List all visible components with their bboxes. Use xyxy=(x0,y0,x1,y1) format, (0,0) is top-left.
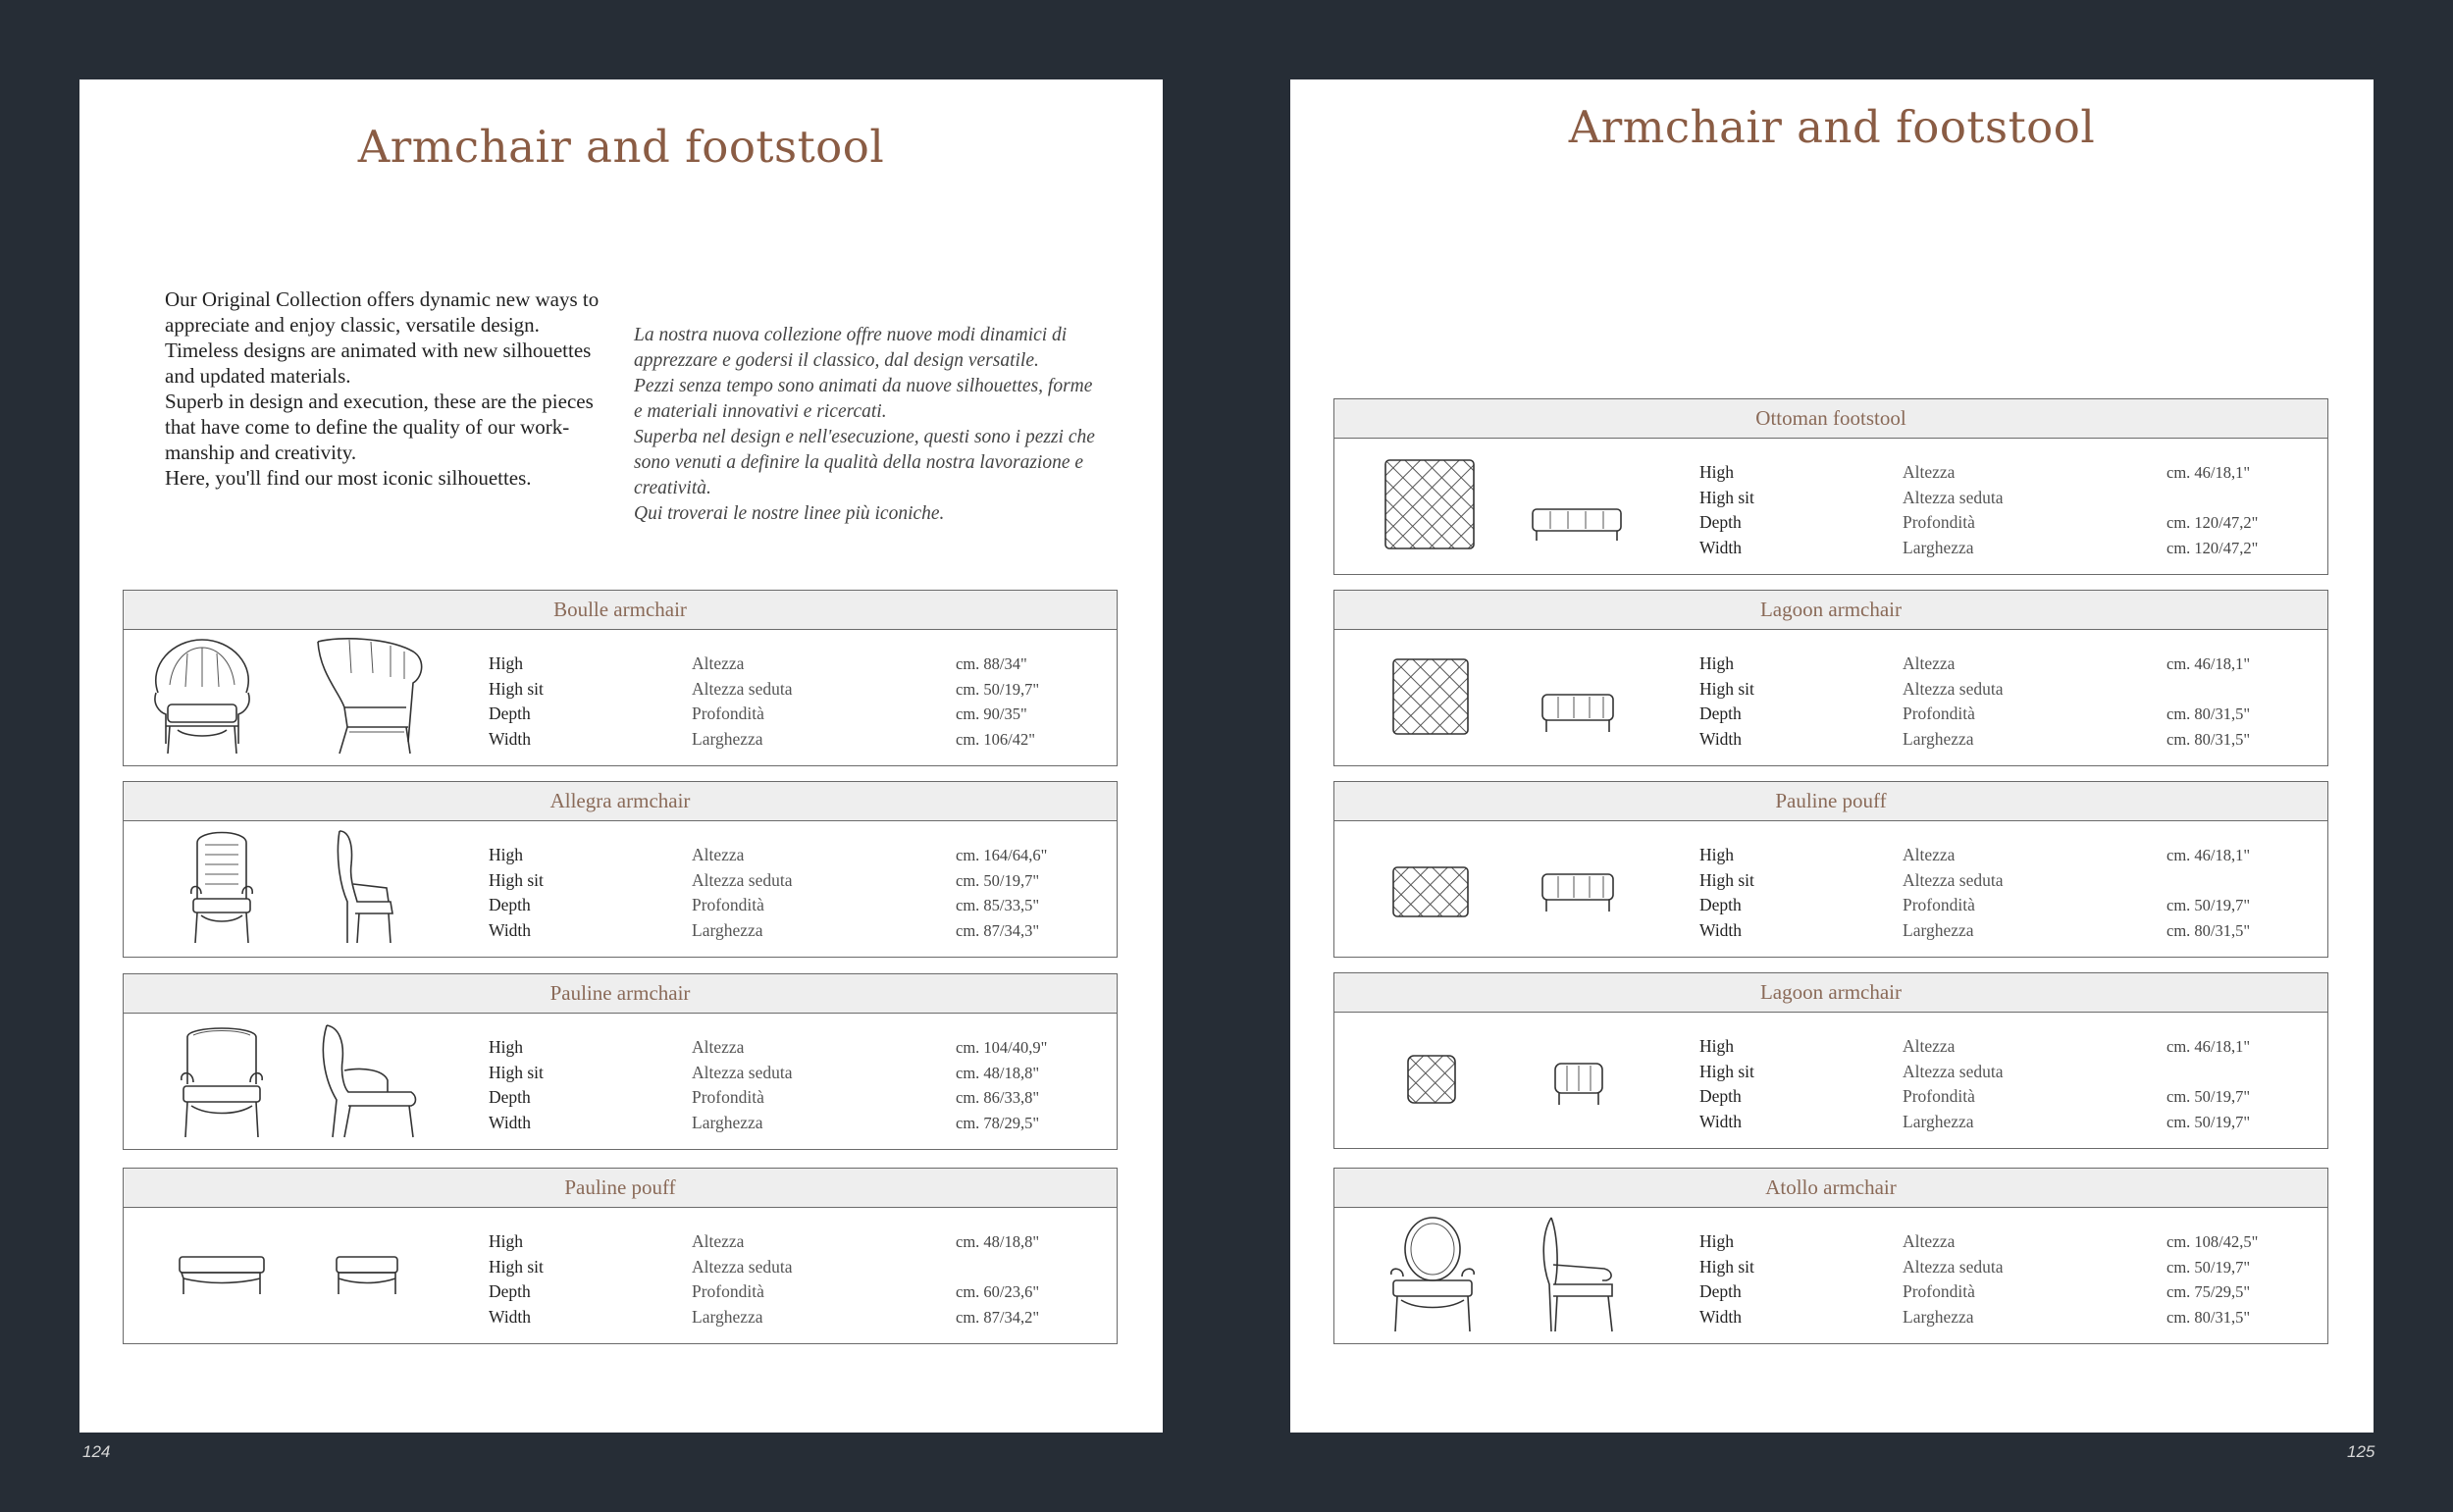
spec-values xyxy=(956,652,1039,753)
spec-label: Profondità xyxy=(1903,512,1975,533)
product-card-allegra-armchair xyxy=(123,781,1118,958)
spec-label: Larghezza xyxy=(1903,1307,1974,1328)
product-name: Allegra armchair xyxy=(124,782,1117,821)
footstool-side-icon xyxy=(1540,870,1615,915)
tufted-top-icon xyxy=(1383,458,1476,550)
spec-label: High sit xyxy=(1699,487,1754,507)
page-title: Armchair and footstool xyxy=(1568,101,2096,153)
spec-label: Width xyxy=(489,1113,532,1133)
spec-values xyxy=(2166,1229,2258,1330)
spec-label: Profondità xyxy=(1903,1281,1975,1302)
spec-label: Width xyxy=(1699,920,1743,941)
product-card-lagoon-armchair xyxy=(1333,590,2328,766)
spec-label: Altezza xyxy=(1903,653,1956,673)
spec-label: Larghezza xyxy=(692,1113,763,1133)
spec-labels-it xyxy=(1903,652,2004,753)
spec-value: cm. 50/19,7" xyxy=(2166,1087,2251,1107)
spec-label: Altezza xyxy=(692,845,745,864)
spec-value: cm. 50/19,7" xyxy=(956,679,1040,699)
footstool-side-icon xyxy=(1531,505,1623,545)
spec-label: High sit xyxy=(1699,1061,1754,1081)
spec-labels-it xyxy=(1903,1229,2004,1330)
spec-label: Width xyxy=(489,920,532,941)
oval-back-chair-side-icon xyxy=(1536,1214,1624,1337)
spec-value: cm. 75/29,5" xyxy=(2166,1282,2251,1302)
spec-label: Width xyxy=(489,1307,532,1328)
spec-value: cm. 80/31,5" xyxy=(2166,730,2251,750)
intro-italian xyxy=(634,323,1105,527)
spec-label: Altezza seduta xyxy=(692,1062,793,1082)
armchair-side-icon xyxy=(315,1021,423,1143)
spec-label: High xyxy=(489,1037,523,1057)
spec-value: cm. 50/19,7" xyxy=(2166,1113,2251,1132)
spec-values xyxy=(2166,652,2250,753)
spec-value: cm. 80/31,5" xyxy=(2166,704,2251,724)
spec-labels-it xyxy=(692,1229,793,1330)
spec-labels-en xyxy=(1699,1229,1754,1330)
spec-value xyxy=(2166,1060,2250,1085)
spec-value: cm. 86/33,8" xyxy=(956,1088,1040,1108)
spec-labels-it xyxy=(1903,460,2004,561)
spec-label: High xyxy=(1699,653,1734,673)
spec-value: cm. 50/19,7" xyxy=(2166,896,2251,915)
page-right xyxy=(1290,79,2374,1433)
product-name: Pauline armchair xyxy=(124,974,1117,1014)
spec-label: High sit xyxy=(489,1062,544,1082)
spec-value: cm. 80/31,5" xyxy=(2166,921,2251,941)
spec-label: Profondità xyxy=(1903,895,1975,915)
product-card-pauline-pouff xyxy=(123,1168,1118,1344)
spec-label: High sit xyxy=(1699,678,1754,699)
spec-label: Width xyxy=(1699,1112,1743,1132)
spec-label: Altezza seduta xyxy=(1903,869,2004,890)
intro-english-text: Our Original Collection offers dynamic new ways to appreciate and enjoy classic, versatile design. Timeless designs are animated with new silhouettes and updated materials. Superb in design and execution, these are the pieces that have come to define the quality of our work- manship and creativity. Here, you'll find our most iconic silhouettes. xyxy=(165,287,600,490)
spec-value: cm. 104/40,9" xyxy=(956,1038,1048,1057)
spec-values xyxy=(956,1035,1047,1136)
pouf-front-icon xyxy=(178,1247,266,1306)
product-card-lagoon-armchair-small xyxy=(1333,972,2328,1149)
spec-value: cm. 46/18,1" xyxy=(2166,654,2251,673)
spec-label: Depth xyxy=(1699,1086,1742,1107)
spec-value: cm. 106/42" xyxy=(956,730,1035,750)
spec-labels-en xyxy=(1699,652,1754,753)
page-title: Armchair and footstool xyxy=(357,121,885,173)
product-name: Pauline pouff xyxy=(1334,782,2327,821)
spec-value: cm. 87/34,3" xyxy=(956,921,1040,941)
spec-label: Larghezza xyxy=(1903,920,1974,941)
oval-back-chair-front-icon xyxy=(1385,1214,1480,1337)
page-number-left: 124 xyxy=(82,1442,111,1461)
spec-value: cm. 78/29,5" xyxy=(956,1114,1040,1133)
spec-value: cm. 48/18,8" xyxy=(956,1232,1040,1251)
spec-labels-it xyxy=(692,652,793,753)
spec-values xyxy=(2166,843,2250,944)
spec-label: Larghezza xyxy=(1903,729,1974,750)
spec-label: Altezza seduta xyxy=(1903,1061,2004,1081)
product-name: Ottoman footstool xyxy=(1334,399,2327,439)
spec-values xyxy=(2166,1034,2250,1135)
spec-label: Altezza seduta xyxy=(692,1256,793,1277)
pouf-side-icon xyxy=(335,1247,399,1306)
spec-label: High sit xyxy=(1699,1256,1754,1277)
spec-value: cm. 87/34,2" xyxy=(956,1308,1040,1328)
spec-label: Profondità xyxy=(692,704,764,724)
spec-label: Altezza xyxy=(1903,845,1956,864)
spec-value: cm. 80/31,5" xyxy=(2166,1308,2251,1328)
spec-label: Depth xyxy=(489,1087,531,1108)
spec-label: Depth xyxy=(1699,512,1742,533)
product-card-ottoman-footstool xyxy=(1333,398,2328,575)
tufted-top-icon xyxy=(1406,1054,1457,1105)
spec-label: Altezza xyxy=(692,1231,745,1251)
spec-label: Altezza xyxy=(1903,1036,1956,1056)
product-name: Boulle armchair xyxy=(124,591,1117,630)
spec-label: Profondità xyxy=(1903,704,1975,724)
spec-value: cm. 60/23,6" xyxy=(956,1282,1040,1302)
spec-label: Altezza seduta xyxy=(1903,1256,2004,1277)
footstool-side-icon xyxy=(1540,691,1615,736)
spec-label: High sit xyxy=(489,678,544,699)
spec-labels-en xyxy=(1699,843,1754,944)
spec-labels-en xyxy=(1699,1034,1754,1135)
spec-labels-en xyxy=(489,1229,544,1330)
spec-label: Altezza seduta xyxy=(1903,487,2004,507)
spec-label: Depth xyxy=(489,1281,531,1302)
spec-label: High sit xyxy=(489,869,544,890)
spec-values xyxy=(956,843,1047,944)
intro-italian-text: La nostra nuova collezione offre nuove modi dinamici di apprezzare e godersi il classico, dal design versatile. Pezzi senza tempo sono animati da nuove silhouettes, forme e materiali innovativi e ricercati. Superba nel design e nell'esecuzione, questi sono i pezzi che sono venuti a definire la qualità della nostra lavorazione e creatività. Qui troverai le nostre linee più iconiche. xyxy=(634,325,1095,524)
spec-value: cm. 120/47,2" xyxy=(2166,539,2259,558)
page-left xyxy=(79,79,1163,1433)
spec-labels-it xyxy=(692,1035,793,1136)
spec-value: cm. 46/18,1" xyxy=(2166,1037,2251,1056)
spec-label: Altezza seduta xyxy=(692,869,793,890)
spec-label: Depth xyxy=(1699,1281,1742,1302)
spec-labels-en xyxy=(489,843,544,944)
spec-labels-en xyxy=(489,652,544,753)
spec-value xyxy=(2166,486,2258,511)
spec-labels-it xyxy=(692,843,793,944)
spec-value: cm. 85/33,5" xyxy=(956,896,1040,915)
spec-label: High xyxy=(489,653,523,673)
spec-labels-en xyxy=(489,1035,544,1136)
spec-value: cm. 46/18,1" xyxy=(2166,846,2251,864)
spec-value xyxy=(956,1255,1039,1280)
wingback-side-icon xyxy=(330,825,398,947)
spec-label: Depth xyxy=(489,704,531,724)
spec-values xyxy=(2166,460,2258,561)
product-card-pauline-armchair xyxy=(123,973,1118,1150)
armchair-side-icon xyxy=(310,634,428,756)
spec-label: High xyxy=(489,1231,523,1251)
spec-label: Profondità xyxy=(692,895,764,915)
product-name: Lagoon armchair xyxy=(1334,591,2327,630)
spec-label: Profondità xyxy=(692,1281,764,1302)
spec-label: Profondità xyxy=(1903,1086,1975,1107)
spec-value: cm. 88/34" xyxy=(956,654,1027,673)
spec-labels-it xyxy=(1903,843,2004,944)
tufted-top-icon xyxy=(1391,865,1470,918)
spec-value xyxy=(2166,677,2250,703)
spec-label: High sit xyxy=(489,1256,544,1277)
spec-label: Width xyxy=(1699,1307,1743,1328)
spec-value: cm. 50/19,7" xyxy=(2166,1257,2251,1277)
spec-label: Altezza seduta xyxy=(1903,678,2004,699)
product-name: Atollo armchair xyxy=(1334,1169,2327,1208)
spec-label: High xyxy=(1699,845,1734,864)
spec-value: cm. 48/18,8" xyxy=(956,1063,1040,1082)
spec-label: Profondità xyxy=(692,1087,764,1108)
spec-value: cm. 50/19,7" xyxy=(956,870,1040,890)
spec-values xyxy=(956,1229,1039,1330)
spec-label: Altezza xyxy=(692,1037,745,1057)
spec-label: Depth xyxy=(1699,895,1742,915)
spec-value: cm. 164/64,6" xyxy=(956,846,1048,864)
tufted-top-icon xyxy=(1391,657,1470,736)
spec-label: Larghezza xyxy=(1903,538,1974,558)
product-name: Lagoon armchair xyxy=(1334,973,2327,1013)
spec-value xyxy=(2166,868,2250,894)
spec-label: Depth xyxy=(1699,704,1742,724)
armchair-front-icon xyxy=(148,636,256,757)
spec-label: High xyxy=(1699,462,1734,482)
spec-label: Width xyxy=(489,729,532,750)
spec-label: Altezza xyxy=(692,653,745,673)
spec-label: High xyxy=(1699,1036,1734,1056)
spec-label: Width xyxy=(1699,729,1743,750)
spec-value: cm. 46/18,1" xyxy=(2166,463,2251,482)
product-card-atollo-armchair xyxy=(1333,1168,2328,1344)
spec-label: High xyxy=(1699,1231,1734,1251)
product-card-pauline-pouff xyxy=(1333,781,2328,958)
spec-value: cm. 120/47,2" xyxy=(2166,513,2259,533)
product-card-boulle-armchair xyxy=(123,590,1118,766)
spec-label: Depth xyxy=(489,895,531,915)
footstool-side-icon xyxy=(1553,1060,1604,1109)
spec-value: cm. 108/42,5" xyxy=(2166,1232,2259,1251)
spec-label: Width xyxy=(1699,538,1743,558)
armchair-front-icon xyxy=(178,1021,266,1143)
spec-labels-it xyxy=(1903,1034,2004,1135)
spec-label: Altezza seduta xyxy=(692,678,793,699)
spec-label: Altezza xyxy=(1903,1231,1956,1251)
spec-label: High xyxy=(489,845,523,864)
spec-value: cm. 90/35" xyxy=(956,704,1027,724)
page-number-right: 125 xyxy=(2347,1442,2375,1461)
wingback-front-icon xyxy=(187,825,256,947)
spec-label: Larghezza xyxy=(1903,1112,1974,1132)
spec-label: Altezza xyxy=(1903,462,1956,482)
spec-label: High sit xyxy=(1699,869,1754,890)
spec-label: Larghezza xyxy=(692,729,763,750)
spec-label: Larghezza xyxy=(692,920,763,941)
spec-label: Larghezza xyxy=(692,1307,763,1328)
product-name: Pauline pouff xyxy=(124,1169,1117,1208)
intro-english xyxy=(165,287,626,491)
spec-labels-en xyxy=(1699,460,1754,561)
